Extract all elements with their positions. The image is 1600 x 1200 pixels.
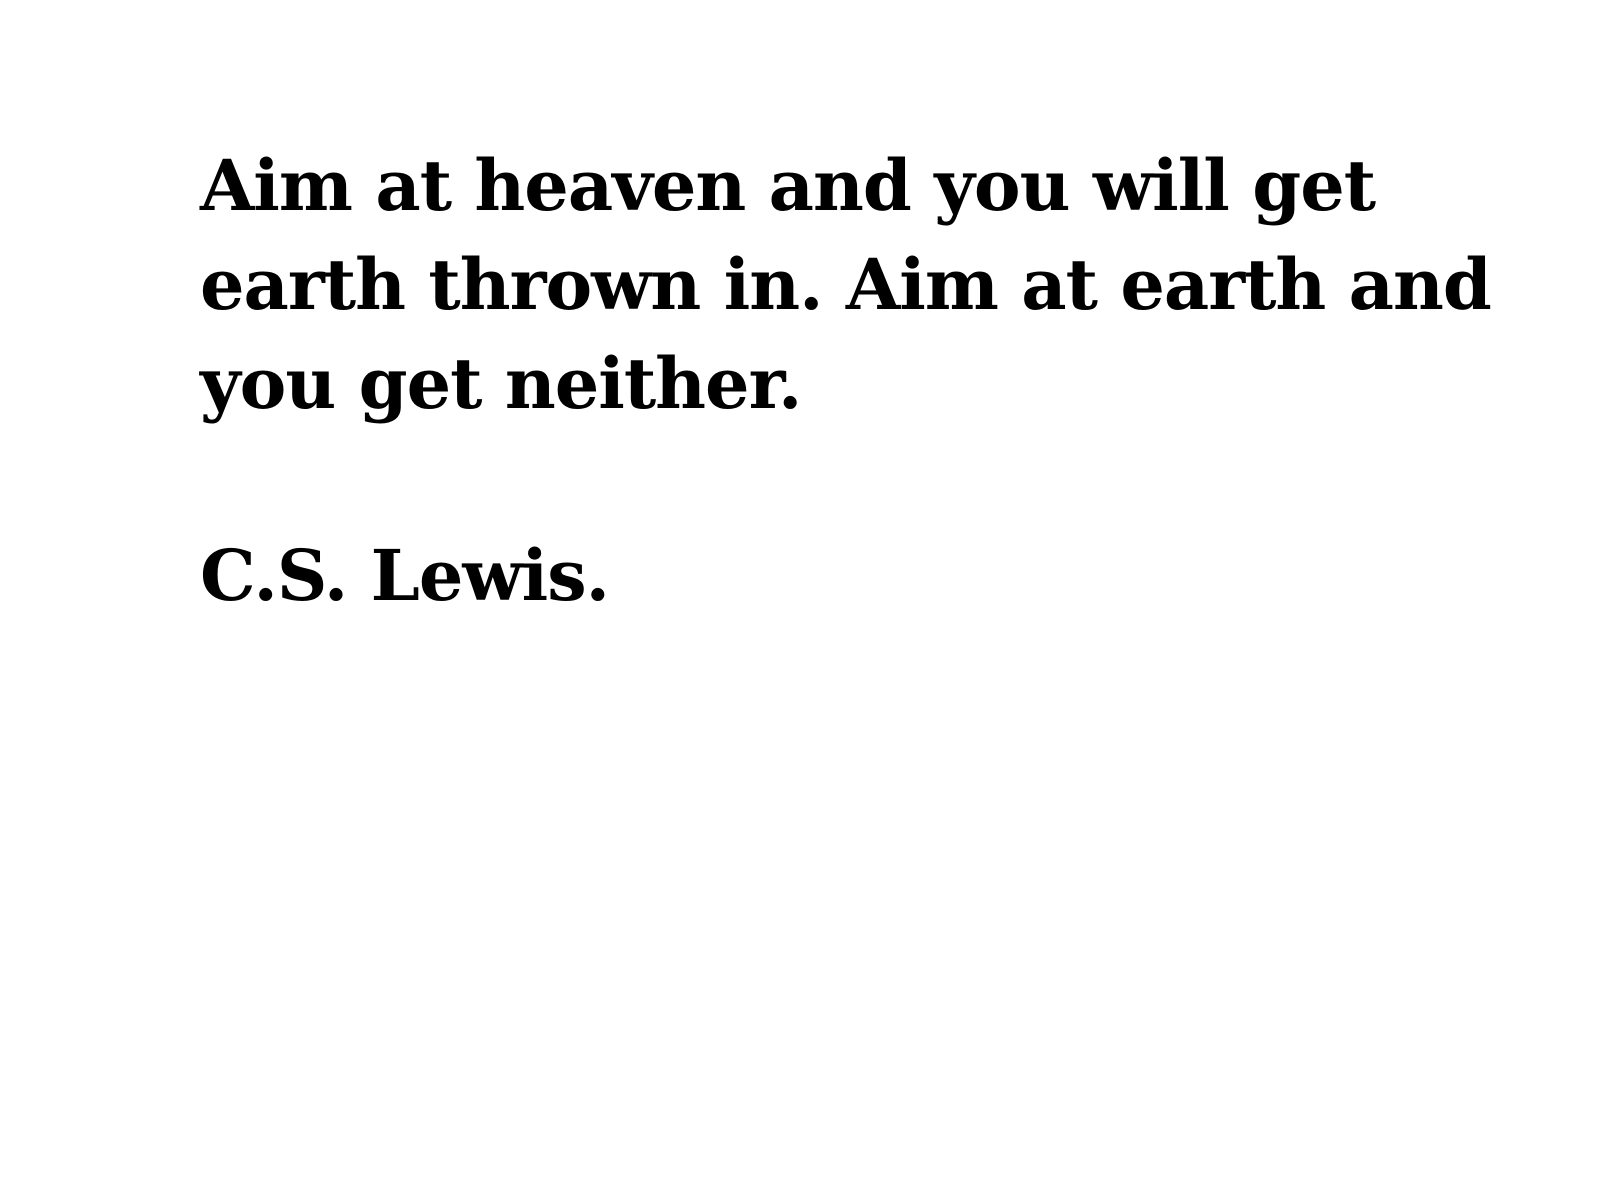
quote-line-3: you get neither. xyxy=(200,342,802,425)
quote-text xyxy=(200,136,1491,433)
quote-line-2: earth thrown in. Aim at earth and xyxy=(200,243,1491,326)
quote-line-1: Aim at heaven and you will get xyxy=(200,144,1376,227)
quote-author: C.S. Lewis. xyxy=(200,534,610,617)
